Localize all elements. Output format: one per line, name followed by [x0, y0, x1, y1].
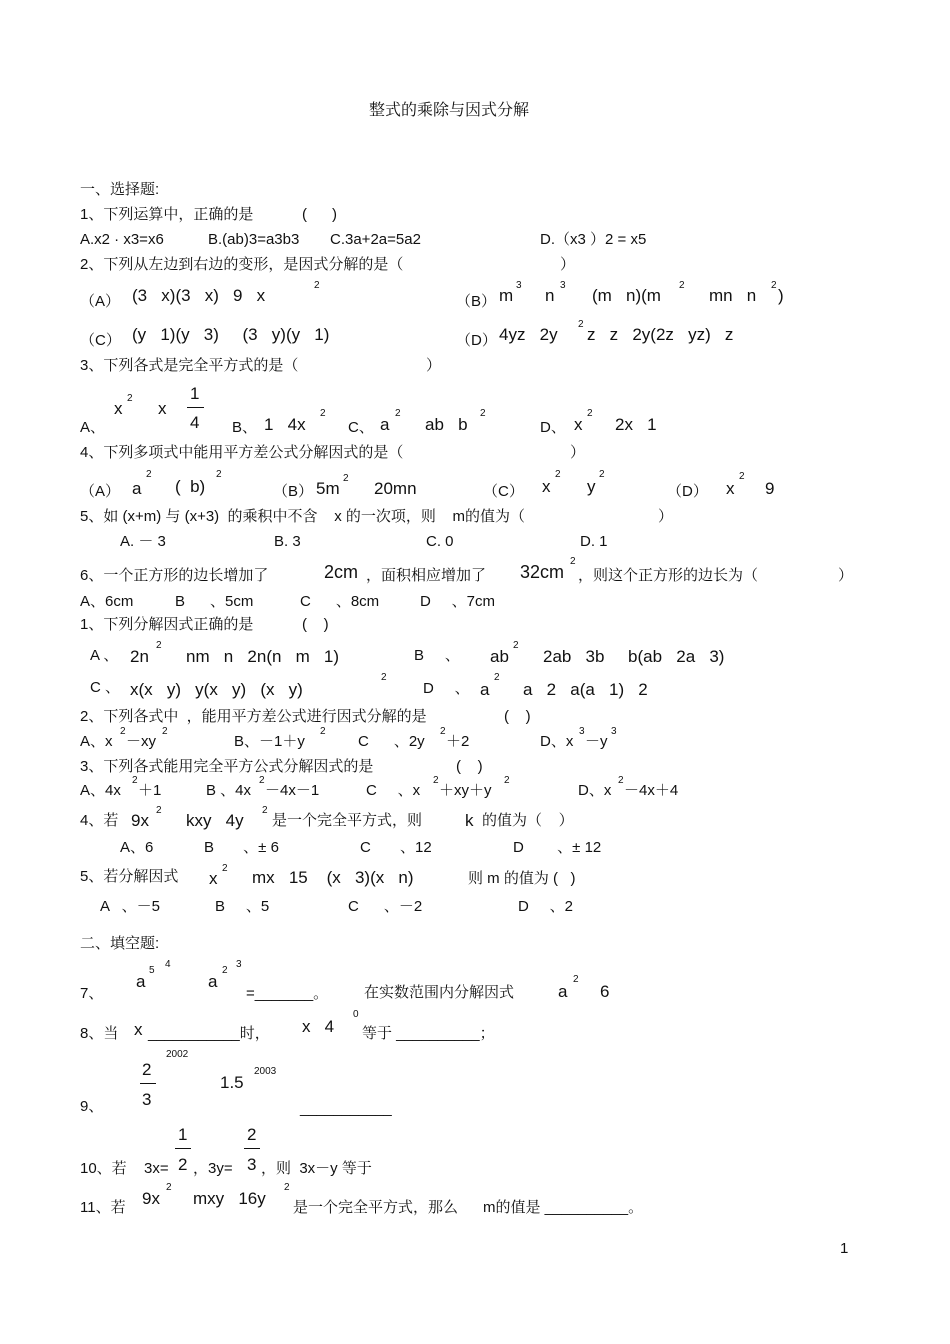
r4-sup1: 2 [156, 805, 162, 816]
r2-b-sup: 2 [320, 726, 326, 737]
r1-a-rest: nm n 2n(n m 1) [186, 647, 340, 666]
q2-paren-close: ） [560, 256, 576, 273]
q7-blank: =_______。 [246, 985, 329, 1002]
q9-label: 9、 [80, 1098, 104, 1115]
r4-sup2: 2 [262, 805, 268, 816]
r4-expr-9x: 9x [131, 811, 149, 830]
q9-value: 1.5 [220, 1073, 244, 1092]
q6-value-2cm: 2cm [324, 562, 359, 582]
q4-stem: 4、下列多项式中能用平方差公式分解因式的是（ [80, 444, 404, 461]
q7-b2: 6 [600, 982, 610, 1001]
q2-b-sup3: 2 [679, 280, 685, 291]
q4-label-d: （D） [667, 483, 708, 500]
r2-option-d: D、x [540, 733, 574, 750]
q2-b-end: ) [778, 286, 784, 305]
q2-d-sup: 2 [578, 319, 584, 330]
r1-c-expr: x(x y) y(x y) (x y) [130, 680, 303, 699]
r2-option-c: C 、2y [358, 733, 425, 750]
r5-option-c: C 、－2 [348, 898, 423, 915]
q4-c-sup2: 2 [599, 469, 605, 480]
q10-3y: ，3y= [193, 1160, 233, 1177]
q9-blank: ___________ [300, 1100, 392, 1117]
r4-option-a: A、6 [120, 839, 154, 856]
q2-d-part2: z z 2y(2z yz) z [587, 325, 734, 344]
r4-k: k [465, 811, 474, 830]
r2-d-sup1: 3 [579, 726, 585, 737]
r1-stem: 1、下列分解因式正确的是 [80, 616, 254, 633]
q7-a1: a [136, 972, 146, 991]
q6-stem-part1: 6、一个正方形的边长增加了 [80, 567, 269, 584]
q2-b-mid: (m n)(m [592, 286, 661, 305]
r1-a-2n: 2n [130, 647, 149, 666]
q10-frac2-den: 3 [247, 1155, 257, 1174]
q4-a-sup1: 2 [146, 469, 152, 480]
q4-a-a: a [132, 479, 142, 498]
section-choice-header: 一、选择题: [80, 181, 160, 198]
r4-option-d: D 、± 12 [513, 839, 602, 856]
r3-option-b: B 、4x [206, 782, 252, 799]
q6-option-d: D 、7cm [420, 593, 496, 610]
q3-a-sup: 2 [127, 393, 133, 404]
r4-tail2: 的值为（ ） [482, 812, 574, 829]
q8-label: 8、当 [80, 1025, 119, 1042]
q5-option-d: D. 1 [580, 533, 608, 550]
r5-option-b: B 、5 [215, 898, 270, 915]
q6-stem-part2: ，面积相应增加了 [366, 567, 487, 584]
q1-stem: 1、下列运算中，正确的是 [80, 206, 254, 223]
r5-expr-rest: mx 15 (x 3)(x n) [252, 868, 414, 887]
q6-option-a: A、6cm [80, 593, 134, 610]
r3-option-b-part2: －4x－1 [265, 782, 320, 799]
q7-sup4: 3 [236, 959, 242, 970]
q3-label-d: D、 [540, 419, 566, 436]
r1-label-c: C 、 [90, 679, 121, 696]
r3-option-a-part2: ＋1 [138, 782, 162, 799]
r1-label-d: D 、 [423, 680, 470, 697]
r5-tail: 则 m 的值为 ( ) [468, 870, 576, 887]
r5-option-a: A 、－5 [100, 898, 161, 915]
q3-label-b: B、 [232, 419, 258, 436]
r3-paren: ( ) [456, 758, 483, 775]
q5-stem: 5、如 (x+m) 与 (x+3) 的乘积中不含 x 的一次项，则 m的值为（ [80, 508, 526, 525]
r3-option-c: C 、x [366, 782, 421, 799]
section-fill-header: 二、填空题: [80, 935, 160, 952]
r1-label-a: A 、 [90, 647, 119, 664]
q5-paren-close: ） [658, 508, 674, 525]
q9-frac-num: 2 [142, 1060, 152, 1079]
q3-label-c: C、 [348, 419, 374, 436]
q8-expr: x 4 [302, 1017, 335, 1036]
r4-stem: 4、若 [80, 812, 119, 829]
r1-label-b: B 、 [414, 647, 460, 664]
q7-text: 在实数范围内分解因式 [364, 984, 515, 1001]
r2-c-sup: 2 [440, 726, 446, 737]
q9-frac-bar [140, 1083, 156, 1084]
r5-sup: 2 [222, 863, 228, 874]
r3-c-sup2: 2 [504, 775, 510, 786]
q7-a2: a [208, 972, 218, 991]
q2-c-expr: (y 1)(y 3) (3 y)(y 1) [132, 325, 330, 344]
r2-a-sup2: 2 [162, 726, 168, 737]
r1-b-ab: ab [490, 647, 509, 666]
r1-c-sup: 2 [381, 672, 387, 683]
r4-tail: 是一个完全平方式，则 [272, 812, 423, 829]
q3-a-frac-num: 1 [190, 384, 200, 403]
r3-d-sup: 2 [618, 775, 624, 786]
r5-stem: 5、若分解因式 [80, 868, 179, 885]
r1-a-sup: 2 [156, 640, 162, 651]
q6-value-sup: 2 [570, 556, 576, 567]
r2-option-d-part2: －y [585, 733, 608, 750]
q7-sup2: 4 [165, 959, 171, 970]
q3-stem: 3、下列各式是完全平方式的是（ [80, 357, 299, 374]
q8-blank1: ___________时， [148, 1025, 270, 1042]
q2-label-d: （D） [456, 332, 497, 349]
q3-c-a: a [380, 415, 390, 434]
r1-d-a: a [480, 680, 490, 699]
q7-sup1: 5 [149, 965, 155, 976]
q4-b-5m: 5m [316, 479, 340, 498]
q3-a-frac-bar [187, 407, 204, 408]
r2-paren: ( ) [504, 708, 531, 725]
q2-b-m: m [499, 286, 514, 305]
q3-b-expr: 1 4x [264, 415, 306, 434]
q3-a-x: x [114, 399, 123, 418]
q4-c-y: y [587, 477, 596, 496]
q10-frac1-bar [175, 1148, 191, 1149]
q4-b-sup: 2 [343, 473, 349, 484]
q4-d-sup: 2 [739, 471, 745, 482]
r2-d-sup2: 3 [611, 726, 617, 737]
q2-b-mn: mn n [709, 286, 757, 305]
q4-c-sup1: 2 [555, 469, 561, 480]
q1-option-b: B.(ab)3=a3b3 [208, 231, 300, 248]
q3-paren-close: ） [426, 357, 442, 374]
r2-a-sup1: 2 [120, 726, 126, 737]
q2-b-n: n [545, 286, 555, 305]
q4-d-x: x [726, 479, 735, 498]
r3-a-sup: 2 [132, 775, 138, 786]
r1-d-sup: 2 [494, 672, 500, 683]
r2-option-c-part2: ＋2 [446, 733, 470, 750]
q7-b1: a [558, 982, 568, 1001]
q4-label-b: （B） [273, 483, 314, 500]
q10-3x: 3x= [144, 1160, 169, 1177]
q10-frac1-den: 2 [178, 1155, 188, 1174]
q9-frac-den: 3 [142, 1090, 152, 1109]
r3-b-sup: 2 [259, 775, 265, 786]
r2-option-b: B、－1＋y [234, 733, 305, 750]
q3-c-ab: ab b [425, 415, 468, 434]
q3-label-a: A、 [80, 419, 106, 436]
q6-option-b: B 、5cm [175, 593, 254, 610]
q9-sup2: 2003 [254, 1066, 277, 1077]
r3-option-d-part2: －4x＋4 [624, 782, 679, 799]
r5-option-d: D 、2 [518, 898, 574, 915]
q2-stem: 2、下列从左边到右边的变形，是因式分解的是（ [80, 256, 404, 273]
q3-a-x2: x [158, 399, 167, 418]
q10-frac1-num: 1 [178, 1125, 188, 1144]
r4-option-b: B 、± 6 [204, 839, 279, 856]
q4-b-20mn: 20mn [374, 479, 417, 498]
r1-b-rest: 2ab 3b b(ab 2a 3) [543, 647, 725, 666]
q2-a-expr: (3 x)(3 x) 9 x [132, 286, 266, 305]
q11-expr: mxy 16y [193, 1189, 266, 1208]
r5-expr-x: x [209, 869, 218, 888]
q7-label: 7、 [80, 985, 104, 1002]
q2-d-part1: 4yz 2y [499, 325, 558, 344]
r2-option-a: A、x [80, 733, 113, 750]
q4-a-sup2: 2 [216, 469, 222, 480]
q5-option-a: A. － 3 [120, 533, 166, 550]
q3-c-sup1: 2 [395, 408, 401, 419]
r1-d-rest: a 2 a(a 1) 2 [523, 680, 648, 699]
r1-paren: ( ) [302, 616, 329, 633]
r4-option-c: C 、12 [360, 839, 432, 856]
q4-c-x: x [542, 477, 551, 496]
q6-value-32cm: 32cm [520, 562, 565, 582]
q6-paren-close: ） [838, 567, 854, 584]
r2-stem: 2、下列各式中 ，能用平方差公式进行因式分解的是 [80, 708, 427, 725]
q10-frac2-num: 2 [247, 1125, 257, 1144]
q4-a-b: ( b) [175, 477, 206, 496]
q10-frac2-bar [244, 1148, 260, 1149]
q6-stem-part3: ，则这个正方形的边长为（ [578, 567, 759, 584]
q7-sup3: 2 [222, 965, 228, 976]
q10-tail: ，则 3x－y 等于 [261, 1160, 372, 1177]
r3-option-d: D、x [578, 782, 612, 799]
q6-option-c: C 、8cm [300, 593, 380, 610]
q1-option-d: D.（x3 ）2 = x5 [540, 231, 647, 248]
q1-paren: ( ) [302, 206, 337, 223]
q11-9x: 9x [142, 1189, 160, 1208]
q8-x: x [134, 1020, 143, 1039]
q10-label: 10、若 [80, 1160, 127, 1177]
q3-d-sup: 2 [587, 408, 593, 419]
r3-option-a: A、4x [80, 782, 121, 799]
q8-tail: 等于 __________； [362, 1025, 495, 1042]
q8-sup: 0 [353, 1009, 359, 1020]
q2-b-sup4: 2 [771, 280, 777, 291]
r1-b-sup: 2 [513, 640, 519, 651]
page-title: 整式的乘除与因式分解 [369, 102, 530, 119]
page-number: 1 [840, 1240, 849, 1257]
r4-expr-kxy: kxy 4y [186, 811, 244, 830]
q11-sup1: 2 [166, 1182, 172, 1193]
r3-stem: 3、下列各式能用完全平方公式分解因式的是 [80, 758, 374, 775]
q2-label-a: （A） [80, 293, 121, 310]
q4-label-c: （C） [483, 483, 524, 500]
q11-label: 11、若 [80, 1199, 126, 1216]
q4-d-9: 9 [765, 479, 775, 498]
q5-option-b: B. 3 [274, 533, 301, 550]
q2-b-sup1: 3 [516, 280, 522, 291]
q1-option-a: A.x2 · x3=x6 [80, 231, 164, 248]
q9-sup1: 2002 [166, 1049, 189, 1060]
r3-c-sup1: 2 [433, 775, 439, 786]
r3-option-c-part2: ＋xy＋y [439, 782, 492, 799]
q3-d-rest: 2x 1 [615, 415, 657, 434]
q2-label-c: （C） [80, 332, 121, 349]
q4-paren-close: ） [570, 444, 586, 461]
q3-d-x: x [574, 415, 583, 434]
r2-option-a-part2: －xy [126, 733, 157, 750]
q5-option-c: C. 0 [426, 533, 454, 550]
q11-sup2: 2 [284, 1182, 290, 1193]
q11-tail: 是一个完全平方式，那么 m的值是 __________。 [293, 1199, 644, 1216]
q2-a-sup: 2 [314, 280, 320, 291]
q3-a-frac-den: 4 [190, 413, 200, 432]
q1-option-c: C.3a+2a=5a2 [330, 231, 421, 248]
q3-c-sup2: 2 [480, 408, 486, 419]
q3-b-sup: 2 [320, 408, 326, 419]
q2-label-b: （B） [456, 293, 497, 310]
q7-sup5: 2 [573, 974, 579, 985]
q4-label-a: （A） [80, 483, 121, 500]
q2-b-sup2: 3 [560, 280, 566, 291]
